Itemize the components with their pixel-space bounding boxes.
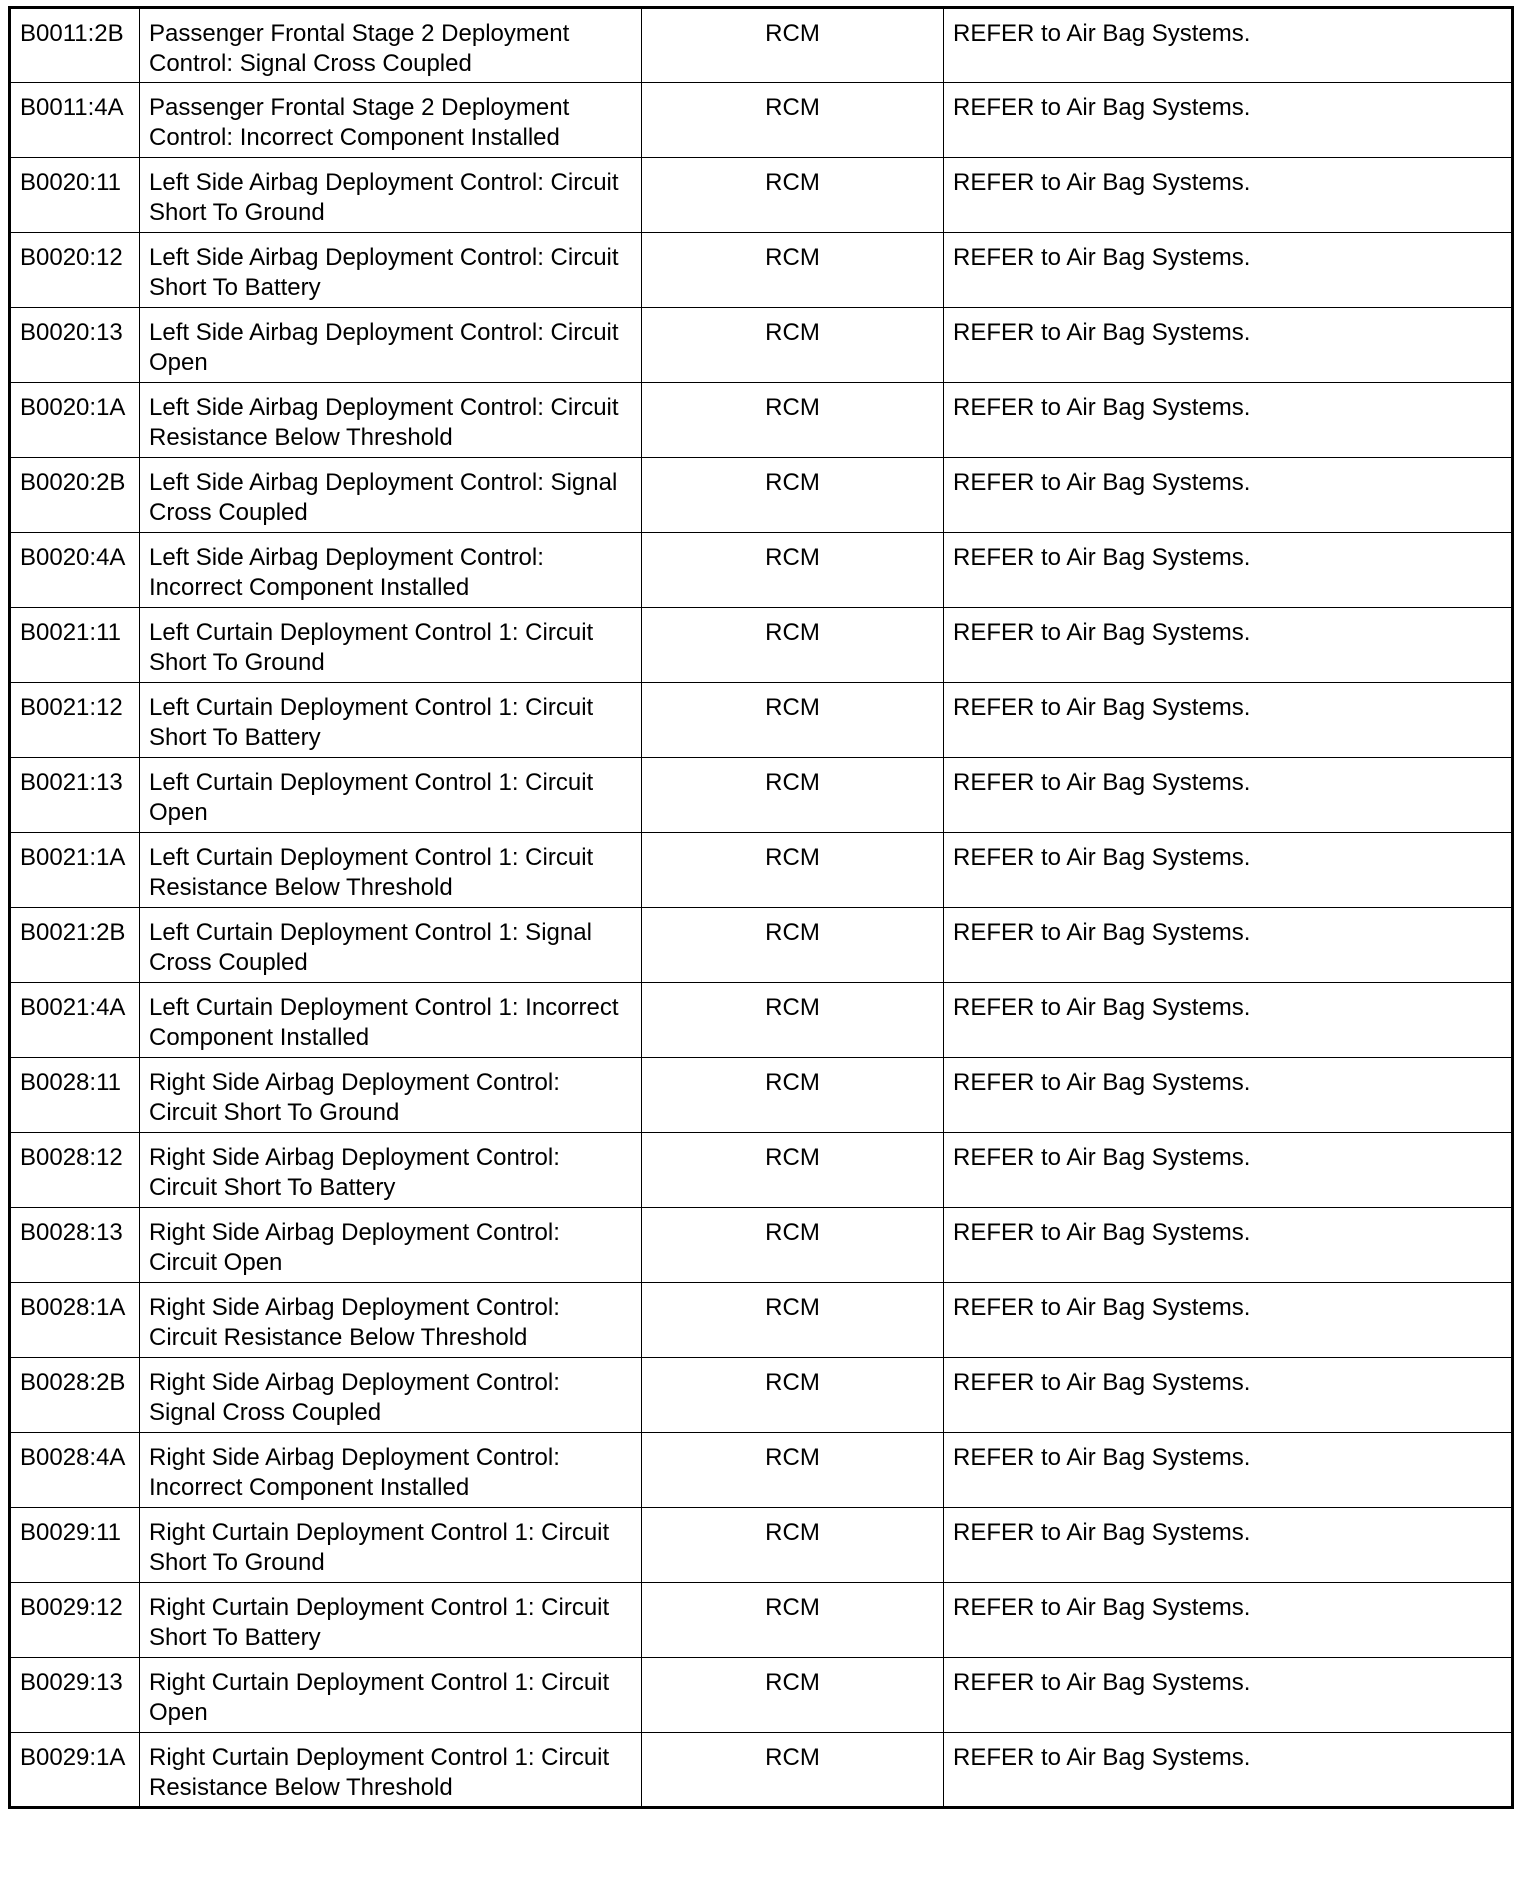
dtc-code: B0020:12	[10, 233, 140, 308]
dtc-module: RCM	[642, 233, 944, 308]
dtc-code: B0029:11	[10, 1508, 140, 1583]
dtc-module: RCM	[642, 1283, 944, 1358]
table-row	[10, 308, 1513, 383]
table-row	[10, 683, 1513, 758]
dtc-action: REFER to Air Bag Systems.	[944, 683, 1513, 758]
dtc-module: RCM	[642, 758, 944, 833]
dtc-description: Left Curtain Deployment Control 1: Signal Cross Coupled	[140, 908, 642, 983]
dtc-description: Right Side Airbag Deployment Control: Circuit Resistance Below Threshold	[140, 1283, 642, 1358]
dtc-action: REFER to Air Bag Systems.	[944, 8, 1513, 83]
dtc-code: B0021:12	[10, 683, 140, 758]
dtc-description: Right Curtain Deployment Control 1: Circuit Short To Battery	[140, 1583, 642, 1658]
dtc-description: Left Curtain Deployment Control 1: Circuit Short To Ground	[140, 608, 642, 683]
dtc-code: B0028:2B	[10, 1358, 140, 1433]
table-row	[10, 1358, 1513, 1433]
dtc-module: RCM	[642, 383, 944, 458]
dtc-code: B0021:4A	[10, 983, 140, 1058]
dtc-action: REFER to Air Bag Systems.	[944, 1133, 1513, 1208]
dtc-code: B0021:11	[10, 608, 140, 683]
table-row	[10, 233, 1513, 308]
dtc-description: Left Curtain Deployment Control 1: Circuit Open	[140, 758, 642, 833]
dtc-description: Left Side Airbag Deployment Control: Circuit Resistance Below Threshold	[140, 383, 642, 458]
dtc-description: Left Side Airbag Deployment Control: Circuit Open	[140, 308, 642, 383]
dtc-description: Right Side Airbag Deployment Control: Circuit Open	[140, 1208, 642, 1283]
dtc-description: Right Side Airbag Deployment Control: Circuit Short To Battery	[140, 1133, 642, 1208]
dtc-description: Right Side Airbag Deployment Control: Incorrect Component Installed	[140, 1433, 642, 1508]
dtc-code: B0011:4A	[10, 83, 140, 158]
dtc-module: RCM	[642, 1133, 944, 1208]
dtc-code: B0020:2B	[10, 458, 140, 533]
dtc-action: REFER to Air Bag Systems.	[944, 608, 1513, 683]
dtc-description: Right Curtain Deployment Control 1: Circuit Short To Ground	[140, 1508, 642, 1583]
dtc-module: RCM	[642, 1208, 944, 1283]
dtc-module: RCM	[642, 683, 944, 758]
dtc-description: Left Side Airbag Deployment Control: Circuit Short To Ground	[140, 158, 642, 233]
dtc-description: Left Side Airbag Deployment Control: Incorrect Component Installed	[140, 533, 642, 608]
dtc-code: B0021:2B	[10, 908, 140, 983]
dtc-action: REFER to Air Bag Systems.	[944, 1358, 1513, 1433]
dtc-action: REFER to Air Bag Systems.	[944, 1283, 1513, 1358]
dtc-action: REFER to Air Bag Systems.	[944, 233, 1513, 308]
dtc-description: Left Curtain Deployment Control 1: Circuit Short To Battery	[140, 683, 642, 758]
dtc-action: REFER to Air Bag Systems.	[944, 1058, 1513, 1133]
table-row	[10, 383, 1513, 458]
dtc-module: RCM	[642, 83, 944, 158]
table-row	[10, 758, 1513, 833]
dtc-module: RCM	[642, 308, 944, 383]
table-row	[10, 1283, 1513, 1358]
table-row	[10, 83, 1513, 158]
dtc-module: RCM	[642, 1058, 944, 1133]
dtc-table-body	[10, 8, 1513, 1808]
table-row	[10, 1133, 1513, 1208]
dtc-module: RCM	[642, 1658, 944, 1733]
dtc-module: RCM	[642, 1433, 944, 1508]
table-row	[10, 1058, 1513, 1133]
table-row	[10, 1733, 1513, 1808]
dtc-module: RCM	[642, 1508, 944, 1583]
dtc-description: Right Curtain Deployment Control 1: Circuit Resistance Below Threshold	[140, 1733, 642, 1808]
dtc-code: B0028:4A	[10, 1433, 140, 1508]
dtc-action: REFER to Air Bag Systems.	[944, 158, 1513, 233]
table-row	[10, 908, 1513, 983]
dtc-action: REFER to Air Bag Systems.	[944, 383, 1513, 458]
dtc-module: RCM	[642, 1583, 944, 1658]
table-row	[10, 158, 1513, 233]
dtc-description: Right Curtain Deployment Control 1: Circuit Open	[140, 1658, 642, 1733]
dtc-code: B0029:12	[10, 1583, 140, 1658]
table-row	[10, 8, 1513, 83]
dtc-module: RCM	[642, 8, 944, 83]
dtc-action: REFER to Air Bag Systems.	[944, 308, 1513, 383]
table-row	[10, 833, 1513, 908]
dtc-module: RCM	[642, 533, 944, 608]
dtc-code: B0021:13	[10, 758, 140, 833]
dtc-action: REFER to Air Bag Systems.	[944, 1508, 1513, 1583]
table-row	[10, 1508, 1513, 1583]
dtc-module: RCM	[642, 833, 944, 908]
dtc-action: REFER to Air Bag Systems.	[944, 458, 1513, 533]
dtc-code: B0020:11	[10, 158, 140, 233]
dtc-action: REFER to Air Bag Systems.	[944, 758, 1513, 833]
dtc-module: RCM	[642, 983, 944, 1058]
table-row	[10, 533, 1513, 608]
dtc-module: RCM	[642, 908, 944, 983]
dtc-action: REFER to Air Bag Systems.	[944, 1733, 1513, 1808]
dtc-code: B0029:1A	[10, 1733, 140, 1808]
dtc-code: B0020:13	[10, 308, 140, 383]
dtc-code: B0028:13	[10, 1208, 140, 1283]
dtc-action: REFER to Air Bag Systems.	[944, 1583, 1513, 1658]
dtc-description: Left Side Airbag Deployment Control: Circuit Short To Battery	[140, 233, 642, 308]
dtc-module: RCM	[642, 1358, 944, 1433]
dtc-action: REFER to Air Bag Systems.	[944, 83, 1513, 158]
dtc-action: REFER to Air Bag Systems.	[944, 533, 1513, 608]
dtc-code: B0020:1A	[10, 383, 140, 458]
table-row	[10, 1433, 1513, 1508]
table-row	[10, 983, 1513, 1058]
dtc-action: REFER to Air Bag Systems.	[944, 1658, 1513, 1733]
dtc-description: Right Side Airbag Deployment Control: Signal Cross Coupled	[140, 1358, 642, 1433]
dtc-description: Left Side Airbag Deployment Control: Signal Cross Coupled	[140, 458, 642, 533]
table-row	[10, 458, 1513, 533]
dtc-module: RCM	[642, 608, 944, 683]
dtc-action: REFER to Air Bag Systems.	[944, 908, 1513, 983]
dtc-code: B0020:4A	[10, 533, 140, 608]
dtc-description: Passenger Frontal Stage 2 Deployment Control: Signal Cross Coupled	[140, 8, 642, 83]
dtc-action: REFER to Air Bag Systems.	[944, 1433, 1513, 1508]
dtc-description: Left Curtain Deployment Control 1: Circuit Resistance Below Threshold	[140, 833, 642, 908]
table-row	[10, 608, 1513, 683]
dtc-action: REFER to Air Bag Systems.	[944, 1208, 1513, 1283]
dtc-code: B0028:11	[10, 1058, 140, 1133]
dtc-action: REFER to Air Bag Systems.	[944, 983, 1513, 1058]
dtc-module: RCM	[642, 1733, 944, 1808]
dtc-code: B0028:12	[10, 1133, 140, 1208]
dtc-module: RCM	[642, 158, 944, 233]
dtc-description: Left Curtain Deployment Control 1: Incorrect Component Installed	[140, 983, 642, 1058]
dtc-module: RCM	[642, 458, 944, 533]
dtc-description: Right Side Airbag Deployment Control: Circuit Short To Ground	[140, 1058, 642, 1133]
table-row	[10, 1208, 1513, 1283]
dtc-code: B0028:1A	[10, 1283, 140, 1358]
dtc-code: B0021:1A	[10, 833, 140, 908]
dtc-code: B0011:2B	[10, 8, 140, 83]
table-row	[10, 1583, 1513, 1658]
dtc-action: REFER to Air Bag Systems.	[944, 833, 1513, 908]
dtc-code: B0029:13	[10, 1658, 140, 1733]
dtc-description: Passenger Frontal Stage 2 Deployment Control: Incorrect Component Installed	[140, 83, 642, 158]
dtc-table	[8, 6, 1514, 1809]
table-row	[10, 1658, 1513, 1733]
